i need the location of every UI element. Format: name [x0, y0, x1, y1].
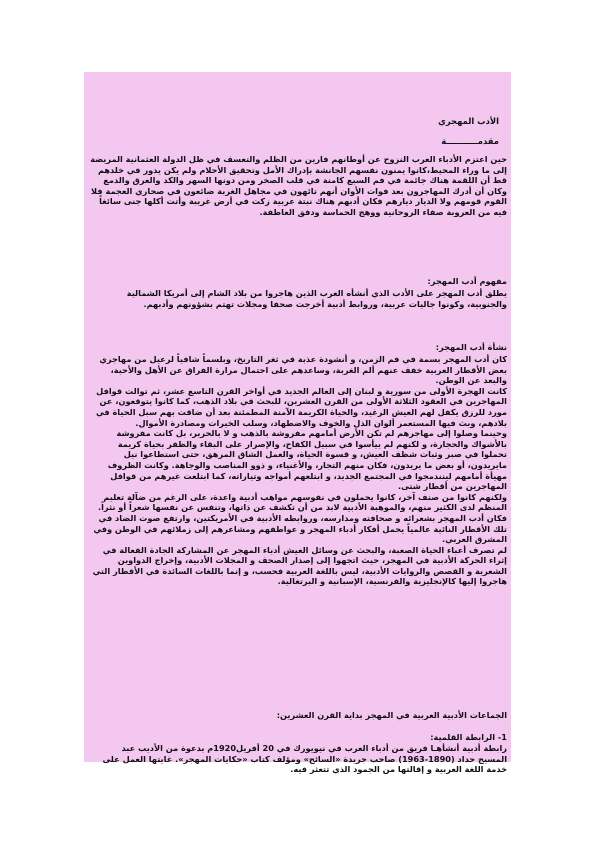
origin-paragraph-2: كانت الهجرة الأولى من سورية و لبنان إلى العالم الجديد في أواخر القرن التاسع عشر، ثم توالت قوافل المهاجرين في العقود الثلاثة الأولى من القرن العشرين، للبحث في بلاد الذهب، كما كانوا يتوقعون، عن مورد للرزق يكفل لهم العيش الرغيد، والحياة الكريمة الآمنة المطمئنة بعد أن ضاقت بهم سبل الحياة في بلادهم، وبث فيها المستعمر ألوان الذل والخوف والاضطهاد، وسلب الخيرات ومصادرة الأموال.: [95, 385, 507, 428]
origin-paragraph-4: ولكنهم كانوا من صنف آخر، كانوا يحملون في نفوسهم مواهب أدبية واعدة، على الرغم من ضآلة تعليم المنظم لدى الكثير منهم، والموهبة الأدبية لابد من أن تكشف عن ذاتها، وتنفس عن نفسها شعراً أو نثراً.: [98, 491, 507, 513]
origin-paragraph-5: فكان أدب المهجر بشعرائه و صحافته ومدارسه، وروابطه الأدبية في الأمريكتين، وارتفع صوت الضاد في تلك الأقطار النائية عالمياً يحمل أفكار أدباء المهجر و عواطفهم ومشاعرهم إلى زملائهم في الوطن وفي المشرق العربي.: [93, 512, 507, 545]
origin-paragraph-3: وحينما وصلوا إلى مهاجرهم لم تكن الأرض أمامهم مفروشة بالذهب و لا بالحرير، بل كانت مفروشة بالأشواك والحجارة، و لكنهم لم ييأسوا في سبيل الكفاح، والإصرار على البقاء والظفر بحياة كريمة تحملوا في صبر وثبات شظف العيش، و قسوة الحياة، والعمل الشاق المرهق، حتى استطاعوا نيل مايريدون، أو بعض ما يريدون، فكان منهم التجار، والأغنياء، و ذوو المناصب والوجاهة. وكانت الظروف مهيأة أمامهم لينندمجوا في المجتمع الجديد، و ابتلعهم أمواجه وتياراته، كما ابتلعت غيرهم من قوافل المهاجرين من أقطار شتى.: [107, 428, 507, 492]
concept-heading: مفهوم أدب المهجر:: [427, 276, 507, 286]
document-title: الأدب المهجري: [438, 116, 499, 126]
origin-heading: نشأة أدب المهجر:: [435, 342, 507, 352]
origin-section: [84, 354, 511, 587]
origin-paragraph-6: لم تصرف أعباء الحياة الصعبة، والبحث عن وسائل العيش أدباء المهجر عن المشاركة الجادة الفعالة في إثراء الحركة الأدبية في المهجر، حيث اتجهوا إلى إصدار الصحف و المجلات الأدبية، وإخراج الدواوين الشعرية و القصص والروايات الأدبية، ليس باللغة العربية فحسب، و إنما باللغات السائدة في الأقطار التي هاجروا إليها كالإنجليزية والفرنسية، الإسبانية و البرتغالية.: [92, 544, 507, 587]
intro-heading: مقدمـــــــــــة: [441, 136, 499, 146]
origin-paragraph-1: كان أدب المهجر بسمة في فم الزمن، و أنشودة عذبة في ثغر التاريخ، وبلسماً شافياً لرعيل من مهاجري بعض الأقطار العربية خفف عنهم ألم الغربة، وساعدهم على احتمال مرارة الفراق عن الأهل والأحبة، والبعد عن الوطن.: [99, 354, 507, 386]
group1-paragraph: رابطة أدبية أنشأهـا فريق من أدباء العرب في نيويورك في 20 أفريل1920م بدعوة من الأديب عبد المسيح حداد (1890-1963) صاحب جريدة «السائح» ومؤلف كتاب «حكايات المهجر». غايتها العمل على خدمة اللغة العربية و إقالتها من الجمود الذي تتعثر فيه.: [102, 743, 507, 775]
concept-paragraph: يطلق أدب المهجر على الأدب الذي أنشأه العرب الذين هاجروا من بلاد الشام إلى أمريكا الشمالية والجنوبية، وكونوا جاليات عربية، وروابط أدبية أخرجت صحفا ومجلات تهتم بشؤونهم وأدبهم.: [126, 288, 507, 309]
groups-heading: الجماعات الأدبية العربية في المهجر بداية القرن العشرين:: [276, 710, 507, 720]
intro-paragraph: حين اعتزم الأدباء العرب النزوح عن أوطانهم فارين من الظلم والتعسف في ظل الدولة العثمانية المريضة إلى ما وراء المحيط،كانوا يمنون نفسهم الجانشة بإدراك الأمل وتحقيق الأحلام ولم يكن يدور في خلدهم قط أن اللقمة هناك جائمة في فم السبع كامنة في قلب الصخر ومن دونها السهر والكد والعرق والدمع وكان أن أدرك المهاجرون بعد فوات الأوان أنهم تائهون في مجاهل الغربة ضائعون في صحاري العجمة فلا القوم قومهم ولا الديار ديارهم فكان أدبهم هناك نبتة عربية زكت في أرض غريبة وأتت أكلها جنى سائغاً فيه من العروبة صفاء الروحانية ووهج الحماسة ودفق العاطفة.: [90, 154, 507, 217]
highlighted-text-area: [84, 72, 511, 775]
group1-heading: 1- الرابطة القلمية:: [430, 732, 507, 742]
